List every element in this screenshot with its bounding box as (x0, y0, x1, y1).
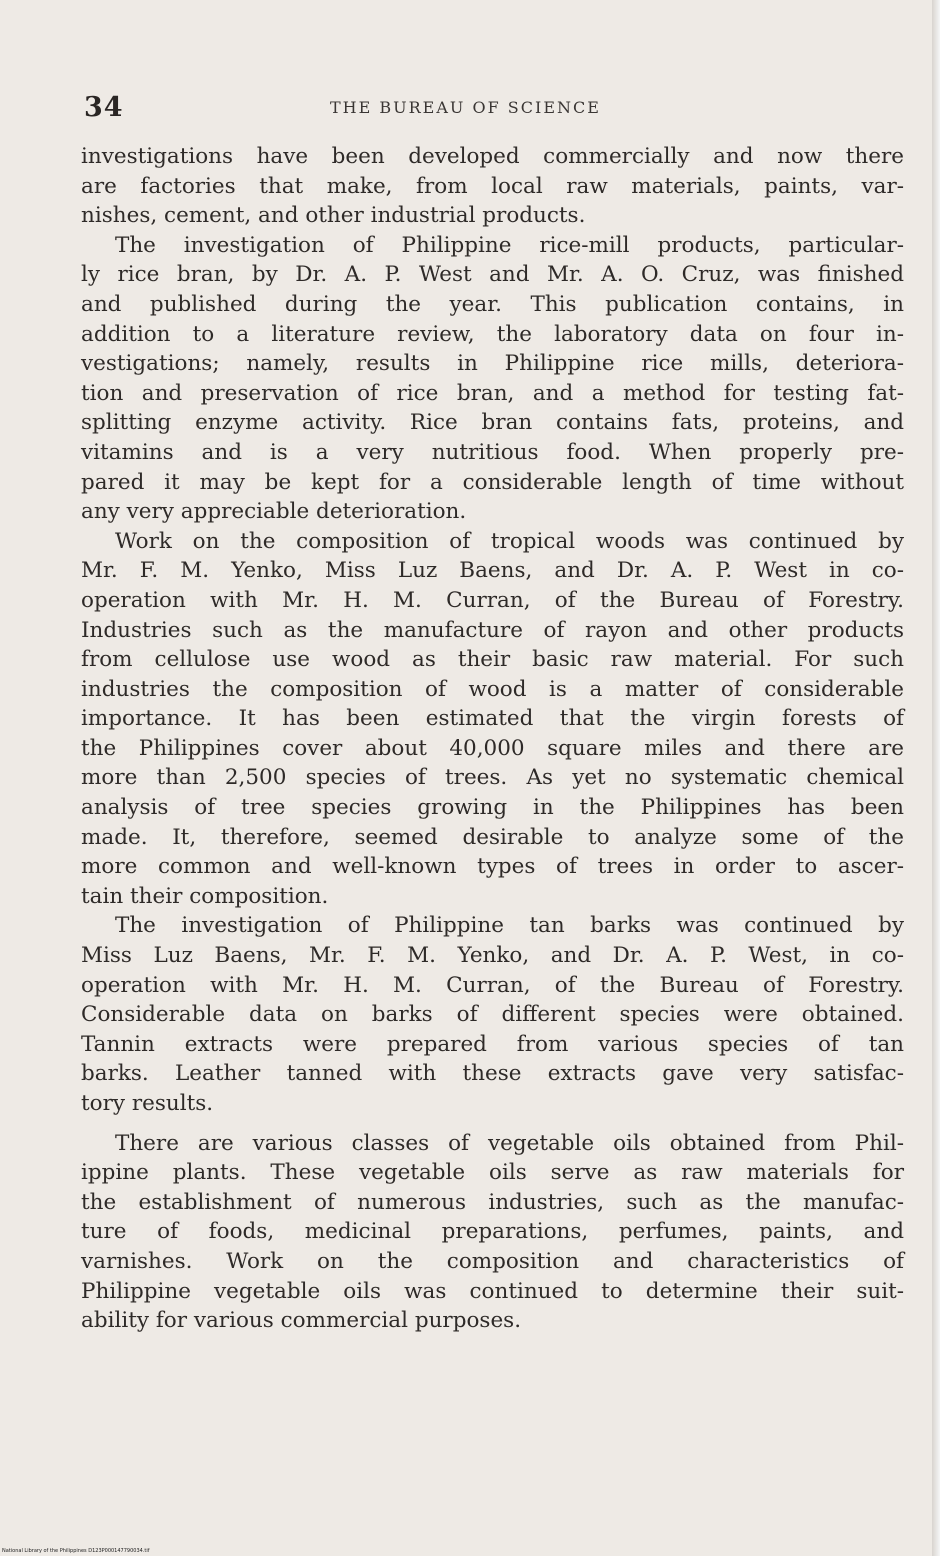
text-line: the establishment of numerous industries, such as the manufac- (81, 1189, 904, 1215)
text-line: ability for various commercial purposes. (81, 1308, 522, 1334)
paragraph-3 (81, 527, 904, 912)
scan-credit: National Library of the Philippines D123P000147790034.tif (2, 1548, 150, 1554)
text-line: varnishes. Work on the composition and characteristics of (81, 1248, 904, 1274)
text-line: and published during the year. This publication contains, in (81, 291, 904, 317)
text-line: industries the composition of wood is a matter of considerable (81, 676, 904, 702)
text-line: nishes, cement, and other industrial products. (81, 203, 586, 229)
text-line: addition to a literature review, the laboratory data on four in- (81, 321, 904, 347)
text-line: splitting enzyme activity. Rice bran contains fats, proteins, and (81, 410, 904, 436)
text-line: Tannin extracts were prepared from various species of tan (81, 1031, 904, 1057)
body-text (81, 142, 904, 1336)
text-line: operation with Mr. H. M. Curran, of the Bureau of Forestry. (81, 972, 904, 998)
text-line: The investigation of Philippine tan barks was continued by (115, 913, 904, 939)
text-line: ly rice bran, by Dr. A. P. West and Mr. A. O. Cruz, was finished (81, 262, 904, 288)
text-line: the Philippines cover about 40,000 square miles and there are (81, 735, 904, 761)
text-line: investigations have been developed commercially and now there (81, 144, 904, 169)
page-header (84, 92, 904, 132)
text-line: ippine plants. These vegetable oils serve as raw materials for (81, 1160, 904, 1186)
text-line: Mr. F. M. Yenko, Miss Luz Baens, and Dr. A. P. West in co- (81, 558, 904, 584)
text-line: vitamins and is a very nutritious food. When properly pre- (81, 439, 904, 465)
text-line: vestigations; namely, results in Philippine rice mills, deteriora- (81, 351, 904, 377)
page-number: 34 (84, 92, 124, 123)
text-line: Industries such as the manufacture of rayon and other products (81, 617, 904, 643)
page-edge-shadow (932, 0, 940, 1556)
text-line: any very appreciable deterioration. (81, 499, 467, 525)
text-line: Work on the composition of tropical woods was continued by (115, 528, 904, 554)
text-line: tion and preservation of rice bran, and a method for testing fat- (81, 380, 904, 406)
text-line: more than 2,500 species of trees. As yet no systematic chemical (81, 765, 904, 791)
text-line: made. It, therefore, seemed desirable to analyze some of the (81, 824, 904, 850)
paragraph-1 (81, 142, 904, 231)
text-line: The investigation of Philippine rice-mill products, particular- (115, 232, 904, 258)
text-line: more common and well-known types of trees in order to ascer- (81, 854, 904, 880)
running-head: THE BUREAU OF SCIENCE (330, 98, 601, 117)
text-line: operation with Mr. H. M. Curran, of the Bureau of Forestry. (81, 587, 904, 613)
text-line: tain their composition. (81, 883, 329, 909)
paragraph-4 (81, 911, 904, 1118)
text-line: importance. It has been estimated that the virgin forests of (81, 706, 904, 732)
text-line: barks. Leather tanned with these extracts gave very satisfac- (81, 1061, 904, 1087)
text-line: analysis of tree species growing in the Philippines has been (81, 795, 904, 821)
text-line: tory results. (81, 1091, 214, 1116)
text-line: Miss Luz Baens, Mr. F. M. Yenko, and Dr. A. P. West, in co- (81, 943, 904, 969)
text-line: from cellulose use wood as their basic raw material. For such (81, 647, 904, 673)
text-line: pared it may be kept for a considerable length of time without (81, 469, 904, 495)
paragraph-2 (81, 231, 904, 527)
text-line: are factories that make, from local raw materials, paints, var- (81, 173, 904, 199)
paragraph-5 (81, 1129, 904, 1336)
text-line: ture of foods, medicinal preparations, perfumes, paints, and (81, 1219, 904, 1245)
text-line: Considerable data on barks of different species were obtained. (81, 1002, 904, 1028)
text-line: There are various classes of vegetable oils obtained from Phil- (115, 1130, 904, 1156)
text-line: Philippine vegetable oils was continued to determine their suit- (81, 1278, 904, 1304)
